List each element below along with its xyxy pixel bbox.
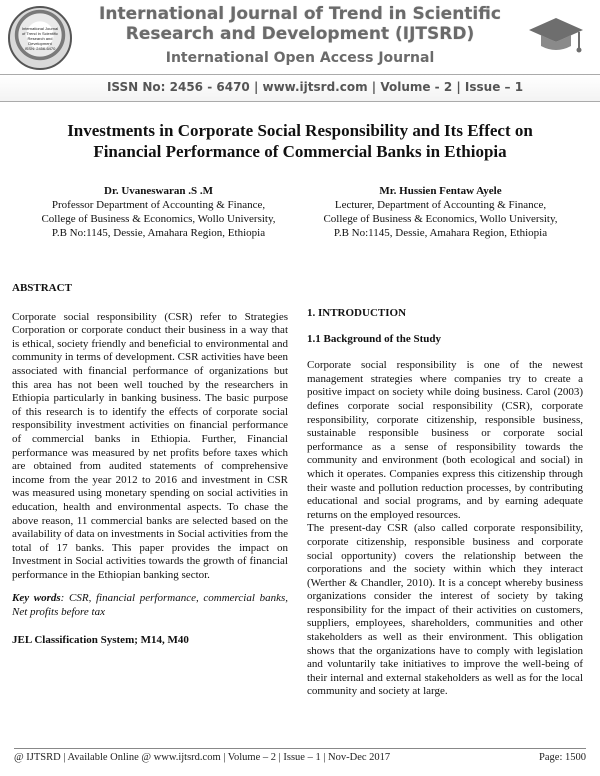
paper-title-line1: Investments in Corporate Social Responsibility and Its Effect on (67, 121, 533, 140)
author-block-2 (298, 184, 583, 240)
page-number: Page: 1500 (539, 752, 586, 763)
footer-info: @ IJTSRD | Available Online @ www.ijtsrd.com | Volume – 2 | Issue – 1 | Nov-Dec 2017 (14, 752, 391, 763)
keywords-label: Key words (12, 592, 61, 605)
author-affiliation-line: Lecturer, Department of Accounting & Finance, (334, 199, 547, 211)
logo-text-3: Research and (27, 35, 53, 41)
paper-title (40, 120, 560, 162)
open-access-label: International Open Access Journal (165, 50, 435, 66)
graduation-cap-icon (527, 12, 585, 60)
jel-classification: JEL Classification System; M14, M40 (12, 633, 189, 646)
author-name: Mr. Hussien Fentaw Ayele (379, 185, 502, 197)
keywords-text: : CSR, financial performance, commercial banks, Net profits before tax (12, 592, 288, 619)
author-name: Dr. Uvaneswaran .S .M (104, 185, 213, 197)
abstract-heading: ABSTRACT (12, 282, 72, 294)
intro-paragraph-1: Corporate social responsibility is one of the newest management strategies where companies try to create a positive impact on society while doing business. Carol (2003) defines corporate social responsibility (CSR), corporate responsibility, corporate citizenship, responsible business, sustainable responsible business or corporate social performance as a sense of responsibility towards the community and environment (both ecological and social) in which it operates. Companies express this citizenship through their waste and pollution reduction processes, by contributing educational and social programs, and by earning adequate returns on the employed resources. (307, 359, 583, 521)
left-column (12, 282, 288, 647)
author-affiliation-line: Professor Department of Accounting & Finance, (51, 199, 266, 211)
paper-title-line2: Financial Performance of Commercial Banks in Ethiopia (93, 142, 507, 161)
intro-paragraph-2: The present-day CSR (also called corporate responsibility, corporate citizenship, responsible business and corporate social opportunity) covers the relationship between the corporations and the society within which they interact (Werther & Chandler, 2010). It is a concept whereby business organizations consider the interest of society by taking responsibility for the impact of their activities on customers, suppliers, employees, shareholders, communities and other stakeholders as well as their environment. This obligation shows that the organizations have to comply with legislation and voluntarily take initiatives to improve the well-being of their internal and external stakeholders as well as for the local community and society at large. (307, 522, 583, 698)
journal-title-line2: Research and Development (IJTSRD) (125, 24, 475, 44)
journal-logo (8, 6, 72, 70)
journal-title-line1: International Journal of Trend in Scientific (99, 4, 501, 24)
author-affiliation-line: College of Business & Economics, Wollo University, (323, 213, 558, 225)
issn-line: ISSN No: 2456 - 6470 | www.ijtsrd.com | Volume - 2 | Issue – 1 (106, 80, 524, 94)
author-affiliation-line: P.B No:1145, Dessie, Amahara Region, Ethiopia (333, 227, 548, 239)
logo-text-1: International Journal (21, 25, 59, 31)
logo-text-5: ISSN: 2456-6470 (24, 45, 56, 51)
logo-text-4: Development (28, 40, 52, 46)
abstract-text: Corporate social responsibility (CSR) refer to Strategies Corporation or corporate conduct their business in a way that is ethical, society friendly and beneficial to environmental and community in terms of development. CSR activities have been associated with financial performance of organizations but this area has not been well touched by the researchers in Ethiopia particularly in banking business. The basic purpose of this research is to identify the effects of corporate social responsibility investment activities on financial performance of commercial banks in Ethiopia. Further, Financial performance was measured by net profits before taxes which are obtained from audited statements of comprehensive income from the year 2012 to 2016 and investment in CSR was measured using monetary spending on social activities in education, health and environmental aspects. To chase the above reason, 11 commercial banks are selected based on the availability of data on investments in Social activities from the total of 17 banks. This paper provides the impact on Investment in Social activities towards the growth of financial performance in the Ethiopian banking sector. (12, 310, 288, 581)
introduction-heading: 1. INTRODUCTION (307, 307, 407, 319)
page-footer (14, 748, 586, 763)
author-affiliation-line: P.B No:1145, Dessie, Amahara Region, Ethiopia (51, 227, 266, 239)
author-block-1 (16, 184, 301, 240)
background-subheading: 1.1 Background of the Study (307, 332, 441, 345)
logo-text-2: of Trend in Scientific (21, 30, 59, 36)
author-affiliation-line: College of Business & Economics, Wollo University, (41, 213, 276, 225)
journal-title (80, 4, 520, 44)
keywords (12, 592, 288, 619)
journal-header (0, 0, 600, 104)
right-column (307, 307, 583, 699)
